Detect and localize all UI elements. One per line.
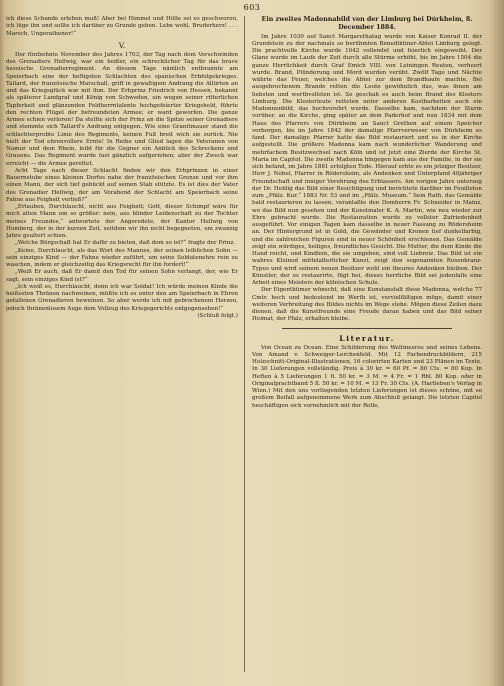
page-edge-shadow-left — [0, 0, 5, 686]
literature-heading: Literatur. — [339, 333, 395, 343]
chapter-number: V. — [118, 40, 126, 50]
story-paragraph: „Weiß Er auch, daß Er damit den Tod für seinen Sohn verlangt, der, wie Er sagt, sein einziges Kind ist?“ — [6, 269, 238, 283]
section-rule — [282, 328, 452, 329]
page-number: 603 — [243, 3, 261, 12]
story-paragraph: „Erlauben, Durchlaucht, nicht aus Feigheit; Gott, dieser Schimpf wäre für mich alten Mann um so größer: nein, aus blinder Leidenschaft zu der Tochter meines Freundes,“ antwortete der Angeredete, der Kantor Hellwig von Homberg, der in der kurzen Zeit, seitdem wir ihn nicht begegneten, um zwanzig Jahre gealtert schien. — [6, 204, 238, 239]
continued-note: (Schluß folgt.) — [197, 312, 238, 319]
story-paragraph: „Keine, Durchlaucht, als das Wort des Mannes, der seinen leiblichen Sohn — sein einziges Kind — der Fahne wieder zuführt, um seine Soldatenehre rein zu waschen, indem er gleichzeitig das Kriegsrecht für ihn fordert!“ — [6, 247, 238, 268]
column-divider — [244, 16, 245, 672]
story-paragraph: Der fünfzehnte November des Jahres 1703, der Tag nach dem Verschwinden des Grenadiers Hellwig, war ein heißer, ein schrecklicher Tag für das brave hessische Grenadierregiment. An diesem Tage nämlich entbrannte am Speierbach eine der heftigsten Schlachten des spanischen Erbfolgekrieges. Tallard, der französische Marschall, griff in gewaltigem Andrang die Alliirten an und das Kriegsglück war mit ihm. Der Erbprinz Friedrich von Hessen, bekannt als späterer Landgraf und König von Schweden, ein wegen seiner ritterlichen Tapferkeit und glänzenden Feldherrntalente hochgefeierter Kriegsheld, führte den rechten Flügel der befreundeten Armee; er ward geworfen. Die ganze Armee schien verloren! Da stellte sich der Prinz an die Spitze seiner Grenadiere und stemmte sich Tallard's Andrang entgegen. Wie eine Granitmauer stand die schlachterprobte Linie des Regiments, keinen Fuß breit wich sie zurück. Nie hielt der Tod ehrenvollere Ernte! In Reihe und Glied lagen die Veteranen von Namur und dem Rhein, leibt für die Gegner ein Anblick des Schreckens und Grauens. Das Regiment wurde fast gänzlich aufgerieben; aber der Zweck war erreicht — die Armee gerettet. — [6, 51, 238, 167]
literature-paragraph: Von Ocean zu Ocean. Eine Schilderung des Weltmeeres und seines Lebens. Von Amand v. Schweiger-Lerchenfeld. Mit 12 Farbendruckbildern, 215 Holzschnitt-Original-Illustrationen, 16 colorirten Karten und 23 Plänen im Texte. In 30 Lieferungen vollständig. Preis à 30 kr. = 60 Pf. = 80 Cts. = 80 Kop. In Heften à 5 Lieferungen 1 fl. 50 kr. = 3 M. = 4 Fr. = 1 Rbl. 80 Kop. oder in Originalprachtband 5 fl. 50 kr. = 10 M. = 13 Fr. 30 Cts. (A. Hartleben's Verlag in Wien.) Mit den uns vorliegenden letzten Lieferungen ist dieses schöne, mit so großem Beifall aufgenommene Werk zum Abschluß gelangt. Die letzten Capitel beschäftigen sich vornehmlich mit der Rolle, — [252, 344, 482, 409]
right-column — [252, 16, 482, 680]
page-edge-shadow-right — [490, 0, 504, 686]
story-paragraph: „Ich weiß es, Durchlaucht, denn ich war Soldat! Ich würde meinen Kinde die heißesten Thränen nachweinen, müßte ich es unter den am Speierbach in Ehren gefallenen Grenadieren beweinen. So aber werde ich mit gebrochenem Herzen, jedoch thränenlosem Auge dem Vollzug des Kriegsgerichts entgegensehen!“ — [6, 283, 238, 312]
article-headline: Ein zweites Madonnabild von der Limburg bei Dürkheim, 8. December 1884. — [261, 16, 473, 31]
left-column — [6, 16, 238, 680]
article-paragraph: Im Jahre 1030 auf Sanct Margarethatag wurde von Kaiser Konrad II. der Grundstein zu der nachmals so berühmten Benediktiner-Abtei Limburg gelegt. Die prachtvolle Kirche wurde 1042 vollendet und feierlich eingeweiht. Der Glanz wurde im Laufe der Zeit durch alle Stürme erhöht, bis im Jahre 1504 die ganze Herrlichkeit durch Graf Emich VIII. von Leiningen Reuten, verheert wurde. Brand, Plünderung und Mord wurden verübt. Zwölf Tage und Nächte währte das Feuer, welches die Abtei zur dem Brandhaufe machte. Bei ausgebrochenem Brande retten die Leute gewöhnlich das, was ihnen am liebsten und werthvollsten ist. So geschah es auch beim Brand des Klosters Limburg. Die Klosterleute retteten unter anderen Kostbarkeiten auch ein Madonnenbild, das hochverehrt wurde. Dasselbe kam, nachdem der Sturm vorüber, an die Kirche, ging später an dem Paderhof und nun 1834 mit dem Haus des Pfarrers von Dürkheim an Sanct Grethen auf einem Speicher verborgen, bis im Jahre 1842 der damalige Pfarrverweser von Dürkheim es fand. Der damalige Pfarrer hatte das Bild restauriert und es in der Kirche aufgestellt. Die größere Madonna kam nach wunderlicher Wanderung und mehrfachem Besitzwechsel nach Köln und ist jetzt eine Zierde der Kirche St. Maria im Capitol. Die zweite Madonna hingegen kam aus der Familie, in der sie sich befand, im Jahre 1881 erfolgten Tode. Hierauf erbte es ein jetziger Besitzer, Herr J. Nobel, Pfarrer in Rödersheim, als Andenken und Unterpfand 40jähriger Freundschaft und inniger Verehrung des Erblassers. Am vorigen Jahre unterzog der Dr. Heblig das Bild einer Besichtigung und berichtete darüber im Feuilleton zum „Pfälz. Kur.“ 1883 Nr. 53 und im „Pfälz. Museum.“ Sein Rath, das Gemälde bald restaurieren zu lassen, veranlaßte den Domherrn Fr. Schneider in Mainz, wo das Bild nun gesehen und der Kunstmaler K. A. Martin, wie neu wieder zur Ehre gebracht wurde. Die Restauration wurde zu vollster Zufriedenheit ausgeführt. Vor einigen Tagen kam dasselbe in neuer Fassung zu Rödersheim an. Der Hintergrund ist in Gold, die Gewänder und Kronen tief dunkelfarbig, und die zahlreichen Figuren sind in neuer Schönheit erschienen. Das Gemälde zeigt ein würdiges, heiliges, freundliches Gesicht. Die Mutter, die dem Kinde die Hand reicht, und Kindlein, die sie umgeben, sind voll Liebreiz. Das Bild ist ein wahres Kleinod mittelalterlicher Kunst, zeigt den sogenannten Rosenkranz-Typus und wird seinem neuen Besitzer wohl ein theures Andenken bleiben. Der Künstler, der es restaurirte, fügt bei, dieses herrliche Bild sei jedenfalls eine Arbeit eines Meisters der kölnischen Schule. — [252, 33, 482, 287]
story-continuation-text: ich diese Schande erleben muß! Aber bei Himmel und Hölle sei es geschworen, ich lüge ihn und sollte ich darüber zu Grunde gehen. Lebe wohl, Bruderherz! . . . Marsch, Ungerathener!“ — [6, 16, 238, 37]
story-paragraph: „Welche Bürgschaft hat Er dafür zu bieten, daß dem so ist?“ fragte der Prinz. — [15, 240, 236, 247]
story-paragraph: Acht Tage nach dieser Schlacht finden wir den Erbprinzen in einer Bauernstube eines kleinen Dorfes nahe der französischen Grenze und vor ihm einen Mann, der sich tief gebückt auf seinen Stab stützte. Es ist dies der Vater des Grenadier Hellwig, der am Vorabend der Schlacht am Speierbach seine Fahne aus Feigheit verließ?“ — [6, 167, 238, 203]
article-paragraph: Der Eigenthümer wünscht, daß eine Kunstanstalt diese Madonna, welche 77 Cmtr. hoch und bedeutend im Werth ist, vervielfältigen möge, damit einer weiteren Verbreitung des Bildes nichts im Wege stehe. Mögen diese Zeilen dazu dienen, daß die Kunstfreunde eine Freude daran haben und das Bild seiner Heimat, der Pfalz, erhalten bleibe. — [252, 287, 482, 323]
